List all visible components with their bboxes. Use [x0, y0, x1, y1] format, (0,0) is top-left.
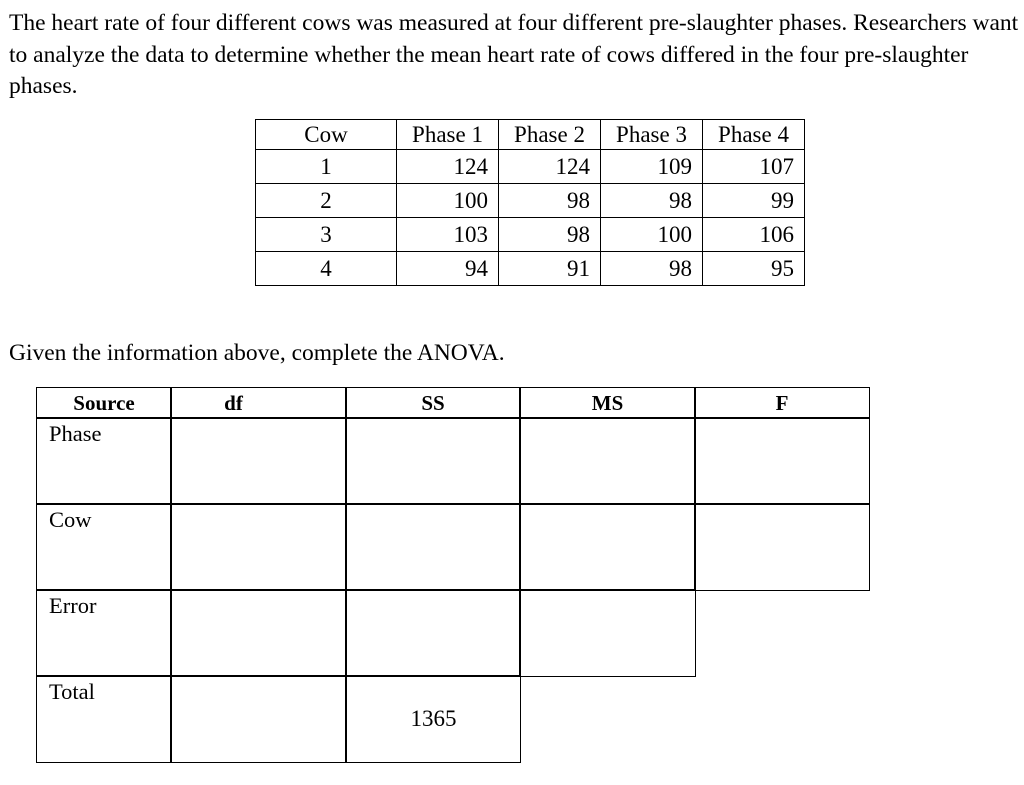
- header-phase-2: Phase 2: [499, 120, 601, 150]
- cell-value: 99: [703, 184, 805, 218]
- anova-source-error: Error: [36, 589, 172, 677]
- cell-cow: 3: [256, 218, 397, 252]
- anova-header-source: Source: [36, 387, 172, 419]
- anova-cell-error-ms[interactable]: [519, 589, 696, 677]
- anova-cell-error-df[interactable]: [170, 589, 347, 677]
- cell-cow: 1: [256, 150, 397, 184]
- cell-value: 124: [499, 150, 601, 184]
- table-row: [256, 184, 805, 218]
- anova-cell-phase-f[interactable]: [694, 417, 870, 505]
- anova-cell-phase-ms[interactable]: [519, 417, 696, 505]
- header-cow: Cow: [256, 120, 397, 150]
- anova-instruction: Given the information above, complete the ANOVA.: [9, 340, 505, 366]
- cell-value: 98: [601, 252, 703, 286]
- table-row: [256, 150, 805, 184]
- table-row: [256, 252, 805, 286]
- anova-header-df: df: [170, 387, 347, 419]
- anova-cell-total-df[interactable]: [170, 675, 347, 763]
- cell-cow: 2: [256, 184, 397, 218]
- anova-table: [36, 387, 870, 763]
- header-phase-4: Phase 4: [703, 120, 805, 150]
- header-phase-1: Phase 1: [397, 120, 499, 150]
- anova-cell-cow-f[interactable]: [694, 503, 870, 591]
- cell-value: 91: [499, 252, 601, 286]
- anova-source-cow: Cow: [36, 503, 172, 591]
- cell-value: 107: [703, 150, 805, 184]
- problem-statement: The heart rate of four different cows was measured at four different pre-slaughter phases. Researchers want to analyze the data to determine whether the mean heart rate of cows differed in the four pre-slaughter phases.: [9, 10, 1019, 99]
- anova-cell-cow-ss[interactable]: [345, 503, 521, 591]
- cell-value: 98: [601, 184, 703, 218]
- cell-value: 100: [601, 218, 703, 252]
- cell-cow: 4: [256, 252, 397, 286]
- anova-total-ss-value: 1365: [410, 706, 457, 731]
- anova-source-phase: Phase: [36, 417, 172, 505]
- cell-value: 98: [499, 218, 601, 252]
- cell-value: 100: [397, 184, 499, 218]
- cell-value: 106: [703, 218, 805, 252]
- cell-value: 95: [703, 252, 805, 286]
- anova-header-ss: SS: [345, 387, 521, 419]
- header-phase-3: Phase 3: [601, 120, 703, 150]
- anova-cell-phase-df[interactable]: [170, 417, 347, 505]
- anova-cell-cow-ms[interactable]: [519, 503, 696, 591]
- anova-cell-cow-df[interactable]: [170, 503, 347, 591]
- cell-value: 94: [397, 252, 499, 286]
- table-row: [256, 218, 805, 252]
- cell-value: 124: [397, 150, 499, 184]
- anova-cell-total-ss[interactable]: [345, 675, 521, 763]
- anova-header-ms: MS: [519, 387, 696, 419]
- cell-value: 103: [397, 218, 499, 252]
- heart-rate-table: [255, 119, 805, 286]
- anova-cell-phase-ss[interactable]: [345, 417, 521, 505]
- table-header-row: [256, 120, 805, 150]
- cell-value: 98: [499, 184, 601, 218]
- anova-source-total: Total: [36, 675, 172, 763]
- anova-cell-error-ss[interactable]: [345, 589, 521, 677]
- anova-header-f: F: [694, 387, 870, 419]
- cell-value: 109: [601, 150, 703, 184]
